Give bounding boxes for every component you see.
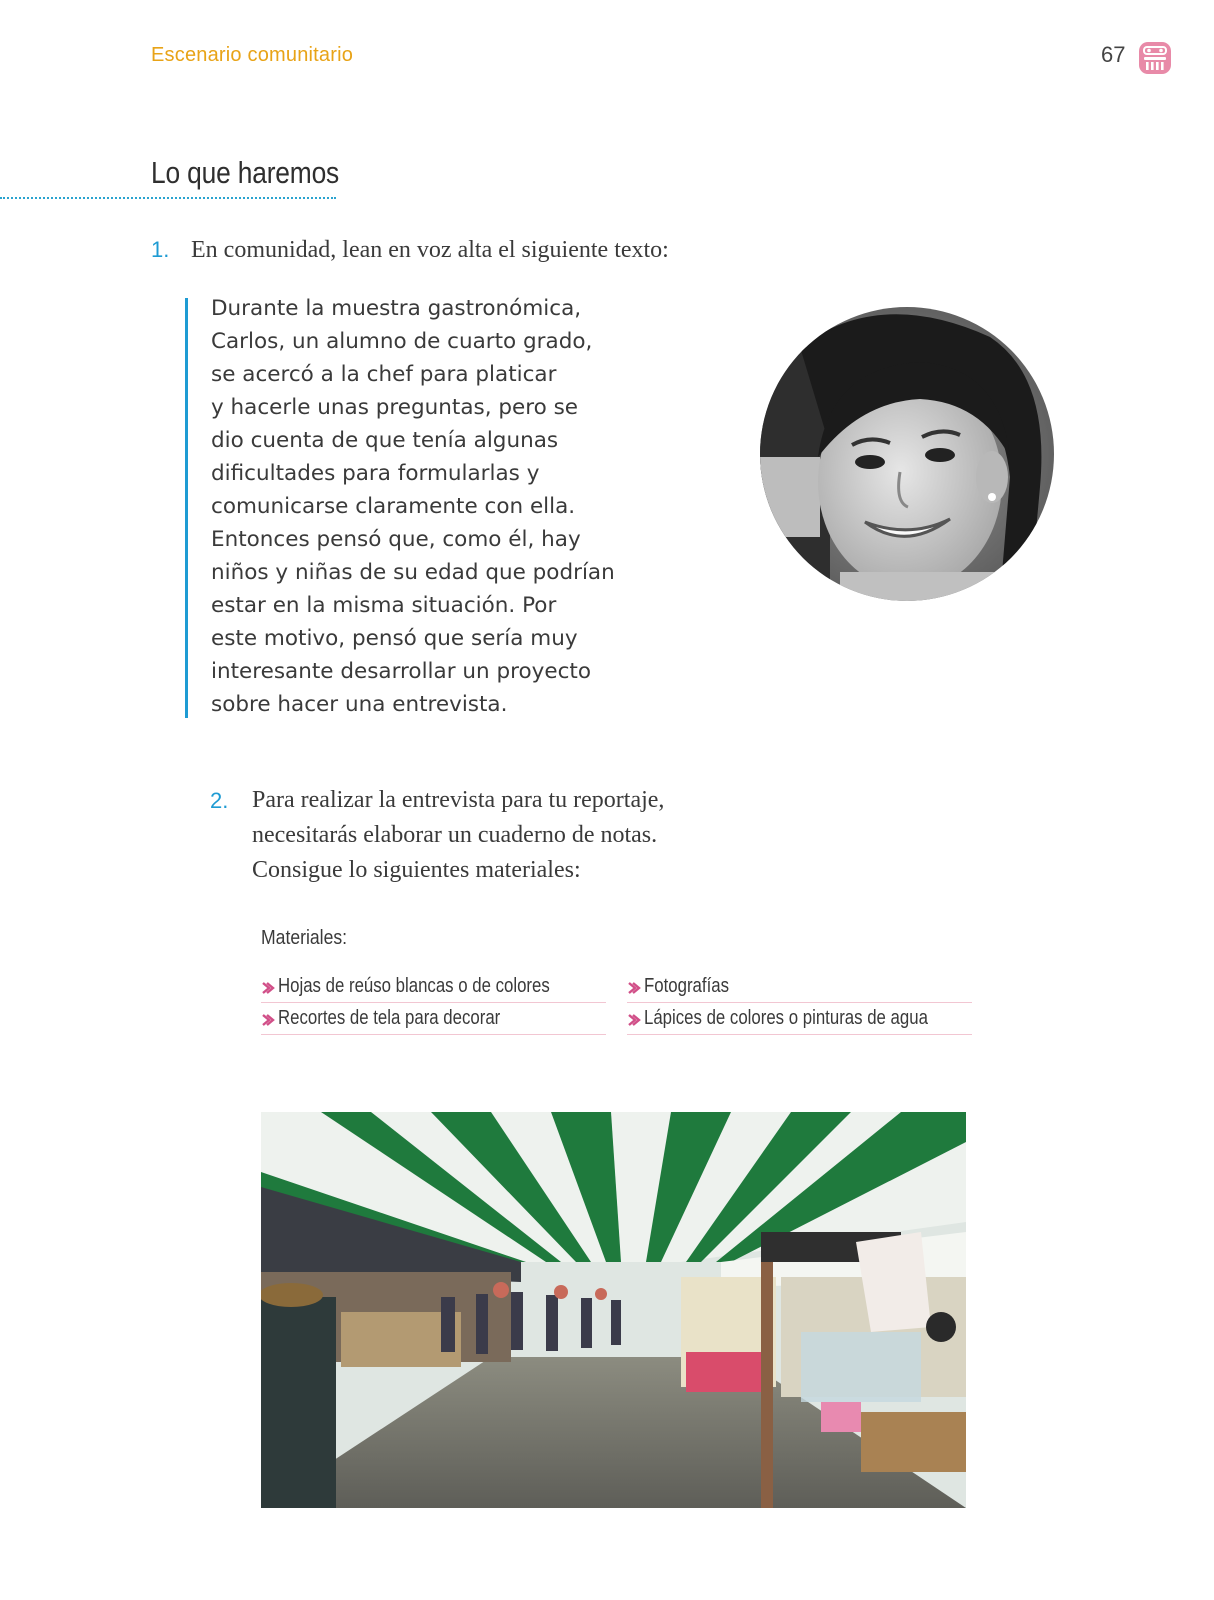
material-item [627,1004,972,1035]
passage-line: y hacerle unas preguntas, pero se [211,395,579,420]
material-label: Recortes de tela para decorar [278,1007,501,1029]
step-1 [151,237,669,264]
chevron-right-icon [627,1013,641,1027]
passage-line: Durante la muestra gastronómica, [211,296,582,321]
passage-line: sobre hacer una entrevista. [211,692,508,717]
passage-line: Carlos, un alumno de cuarto grado, [211,329,593,354]
step-2 [210,783,850,888]
material-label: Lápices de colores o pinturas de agua [644,1007,928,1029]
step-text: En comunidad, lean en voz alta el siguiente texto: [191,237,669,263]
step-text-line: Para realizar la entrevista para tu reportaje, [252,787,665,813]
passage-line: niños y niñas de su edad que podrían [211,560,615,585]
passage-line: dificultades para formularlas y [211,461,540,486]
passage-line: dio cuenta de que tenía algunas [211,428,559,453]
passage-line: Entonces pensó que, como él, hay [211,527,581,552]
passage-line: comunicarse claramente con ella. [211,494,576,519]
step-number: 2. [210,788,229,813]
step-text-line: necesitarás elaborar un cuaderno de notas. [252,822,658,848]
reading-passage [211,292,711,721]
step-text-line: Consigue lo siguientes materiales: [252,857,581,883]
passage-line: este motivo, pensó que sería muy [211,626,578,651]
page-number: 67 [1101,42,1126,67]
chevron-right-icon [627,981,641,995]
running-header: Escenario comunitario [151,44,354,66]
quote-bar [185,298,188,718]
material-item [261,972,606,1003]
stylized-glyph-icon [1138,41,1172,75]
chevron-right-icon [261,981,275,995]
passage-line: interesante desarrollar un proyecto [211,659,591,684]
market-photo [261,1112,966,1508]
material-item [627,972,972,1003]
passage-line: estar en la misma situación. Por [211,593,557,618]
title-divider [0,197,336,199]
material-label: Hojas de reúso blancas o de colores [278,975,550,997]
girl-portrait-photo [760,307,1054,601]
materials-heading: Materiales: [261,927,348,949]
step-number: 1. [151,237,170,262]
passage-line: se acercó a la chef para platicar [211,362,557,387]
section-title: Lo que haremos [151,155,340,190]
material-label: Fotografías [644,975,729,997]
material-item [261,1004,606,1035]
chevron-right-icon [261,1013,275,1027]
